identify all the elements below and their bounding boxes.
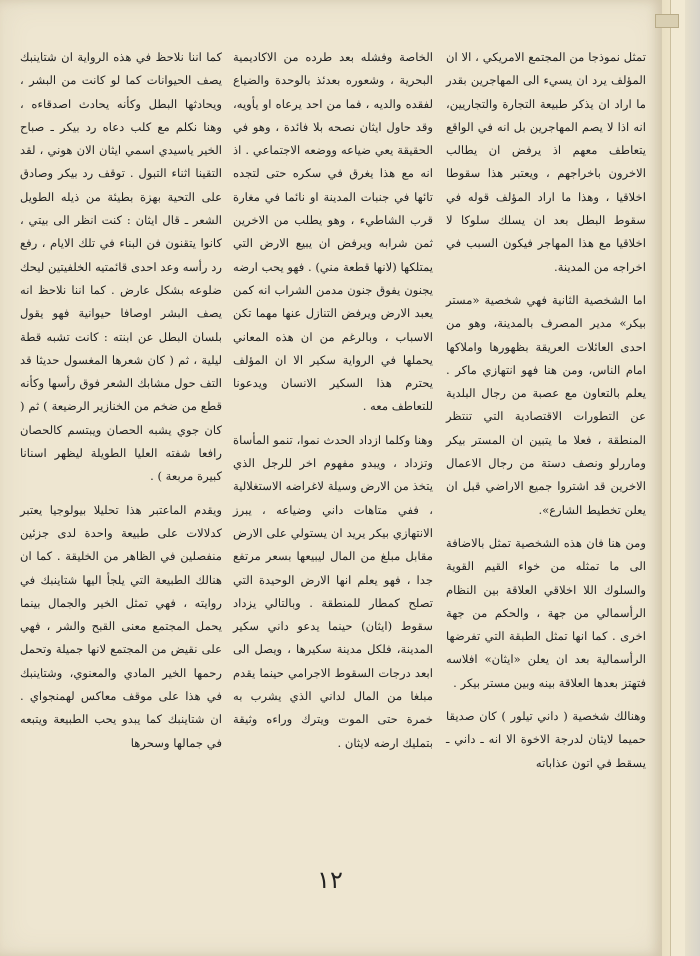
paragraph: اما الشخصية الثانية فهي شخصية «مستر بيكر» مدير المصرف بالمدينة، وهو من احدى العائلات العريقة بظهورها واملاكها امام الناس، ومن هنا فهو انتهازي ماكر . يعلم بالتعاون مع عصبة من رجال البلدية عن التطورات الاقتصادية التي تنتظر المنطقة ، فعلا ما يتبين ان المستر بيكر وماررلو ونصف دستة من رجال الاعمال الاخرين قد اشتروا جميع الاراضي قبل ان يعلن تخطيط الشارع». (446, 292, 646, 517)
paragraph: الخاصة وفشله بعد طرده من الاكاديمية البحرية ، وشعوره بعدئذ بالوحدة والضياع لفقده والديه ، فما من احد يرعاه او يأويه، وقد حاول ايثان نصحه بلا فائدة ، وهو في الحقيقة يعي ضياعه ووضعه الاجتماعي . اذ انه مع هذا يغرق في سكره حتى لتجده تائها في جنبات المدينة او نائما في مغارة قرب الشاطيء ، وهو يطلب من الاخرين ثمن شرابه ويرفض ان يبيع الارض التي يمتلكها (لانها قطعة مني) . فهو يحب ارضه يجنون يفوق جنون مدمن الشراب انه كمن يعبد الارض ويرفض التنازل عنها مهما تكن الاسباب ، وبالرغم من ان هذه المعاني يحملها في الرواية سكير الا ان المؤلف يحترم هذا السكير الانسان ويدعونا للتعاطف معه . (233, 50, 433, 414)
paragraph: كما اننا نلاحظ في هذه الرواية ان شتاينبك يصف الحيوانات كما لو كانت من البشر ، ويحادثها البطل وكأنه يحادث اصدقاءه ، وهنا نكلم مع كلب دعاه رد بيكر ـ صباح الخير ياسيدي اسمي ايثان الان هوني ، لقد التقينا اثناء التبول . توقف رد بيكر وصادق على التحية بهزة بطيئة من ذيله الطويل الشعر ـ قال ايثان : كنت انظر الى بيتي ، كانوا يتقنون فن البناء في تلك الايام ، رفع رد رأسه وعد احدى قائمتيه الخلفيتين ليحك ضلوعه بشكل عارض . كما اننا نلاحظ انه يصف البشر اوصافا حيوانية فهو يقول بلسان البطل عن ابنته : كانت تشبه قطة ليلية ، ثم ( كان شعرها المغسول حديثا قد التف حول مشابك الشعر فوق رأسها وكأنه قطع من ضخم من الخنازير الرضيعة ) ثم ( كان جوي يشبه الحصان ويبتسم كالحصان رافعا شفته العليا الطويلة ليظهر اسنانا كبيرة مربعة ) . (20, 50, 222, 484)
paragraph: ومن هنا فان هذه الشخصية تمثل بالاضافة الى ما تمثله من خواء القيم القوية والسلوك اللا اخلاقي العلاقة بين النظام الرأسمالي من جهة ، والحكم من جهة اخرى . كما انها تمثل الطبقة التي تفرضها الرأسمالية بعد ان يعلن «ايثان» افلاسه فتهتز بعدها العلاقة بينه وبين مستر بيكر . (446, 535, 646, 690)
text-column-left (20, 46, 222, 763)
page-edge-strip (670, 0, 685, 956)
paragraph: وهنا وكلما ازداد الحدث نموا، تنمو المأساة وتزداد ، ويبدو مفهوم اخر للرجل الذي يتخذ من الارض وسيلة لاغراضه الاستغلالية ، ففي متاهات داني وضياعه ، يبرز الانتهازي بيكر يريد ان يستولي على الارض مقابل مبلغ من المال ليبيعها بسعر مرتفع جدا ، فهو يعلم انها الارض الوحيدة التي تصلح كمطار للمنطقة . وبالتالي يزداد سقوط (ايثان) حينما يدعو داني سكير المدينة، فلكل مدينة سكيرها ، ويصل الى ابعد درجات السقوط الاجرامي حينما يقدم مبلغا من المال لداني الذي يشرب به خمرة حتى الموت ويترك وراءه وثيقة بتمليك ارضه لايثان . (233, 432, 433, 750)
binding-tape (655, 14, 679, 28)
paragraph: وهنالك شخصية ( داني تيلور ) كان صديقا حميما لايثان لدرجة الاخوة الا انه ـ داني ـ يسقط في اتون عذاباته (446, 709, 646, 770)
paragraph: ويقدم الماعتبر هذا تحليلا بيولوجيا يعتبر كدلالات على طبيعة واحدة لدى جزئين منفصلين في الظاهر من الخليقة . كما ان هنالك الطبيعة التي يلجأ اليها شتاينبك في روايته ، فهي تمثل الخير والجمال بينما يحمل المجتمع معنى القبح والشر ، فهي على نقيض من المجتمع لانها جميلة وتحمل رحمها الخير المادي والمعنوي، وشتاينبك في هذا على موقف معاكس لهمنجواي . ان شتاينبك كما يبدو يحب الطبيعة ويتبعه في جمالها وسحرها (20, 502, 222, 750)
text-column-right (446, 46, 646, 783)
page-number: ١٢ (317, 866, 343, 894)
paragraph: تمثل نموذجا من المجتمع الامريكي ، الا ان المؤلف يرد ان يسيء الى المهاجرين بقدر ما اراد ان يذكر طبيعة التجارة والتجاريين، انه اذا لا يصم المهاجرين بل انه في الواقع يتعاطف معهم اذ يرفض ان يطالب الاخرون باخراجهم ، ويعتبر هذا سقوطا اخلاقيا ، وهذا ما اراد المؤلف قوله في سقوط البطل بعد ان يسلك سلوكا لا اخلاقيا مع هذا المهاجر فيكون السبب في اخراجه من المدينة. (446, 50, 646, 274)
text-column-middle (233, 46, 433, 763)
